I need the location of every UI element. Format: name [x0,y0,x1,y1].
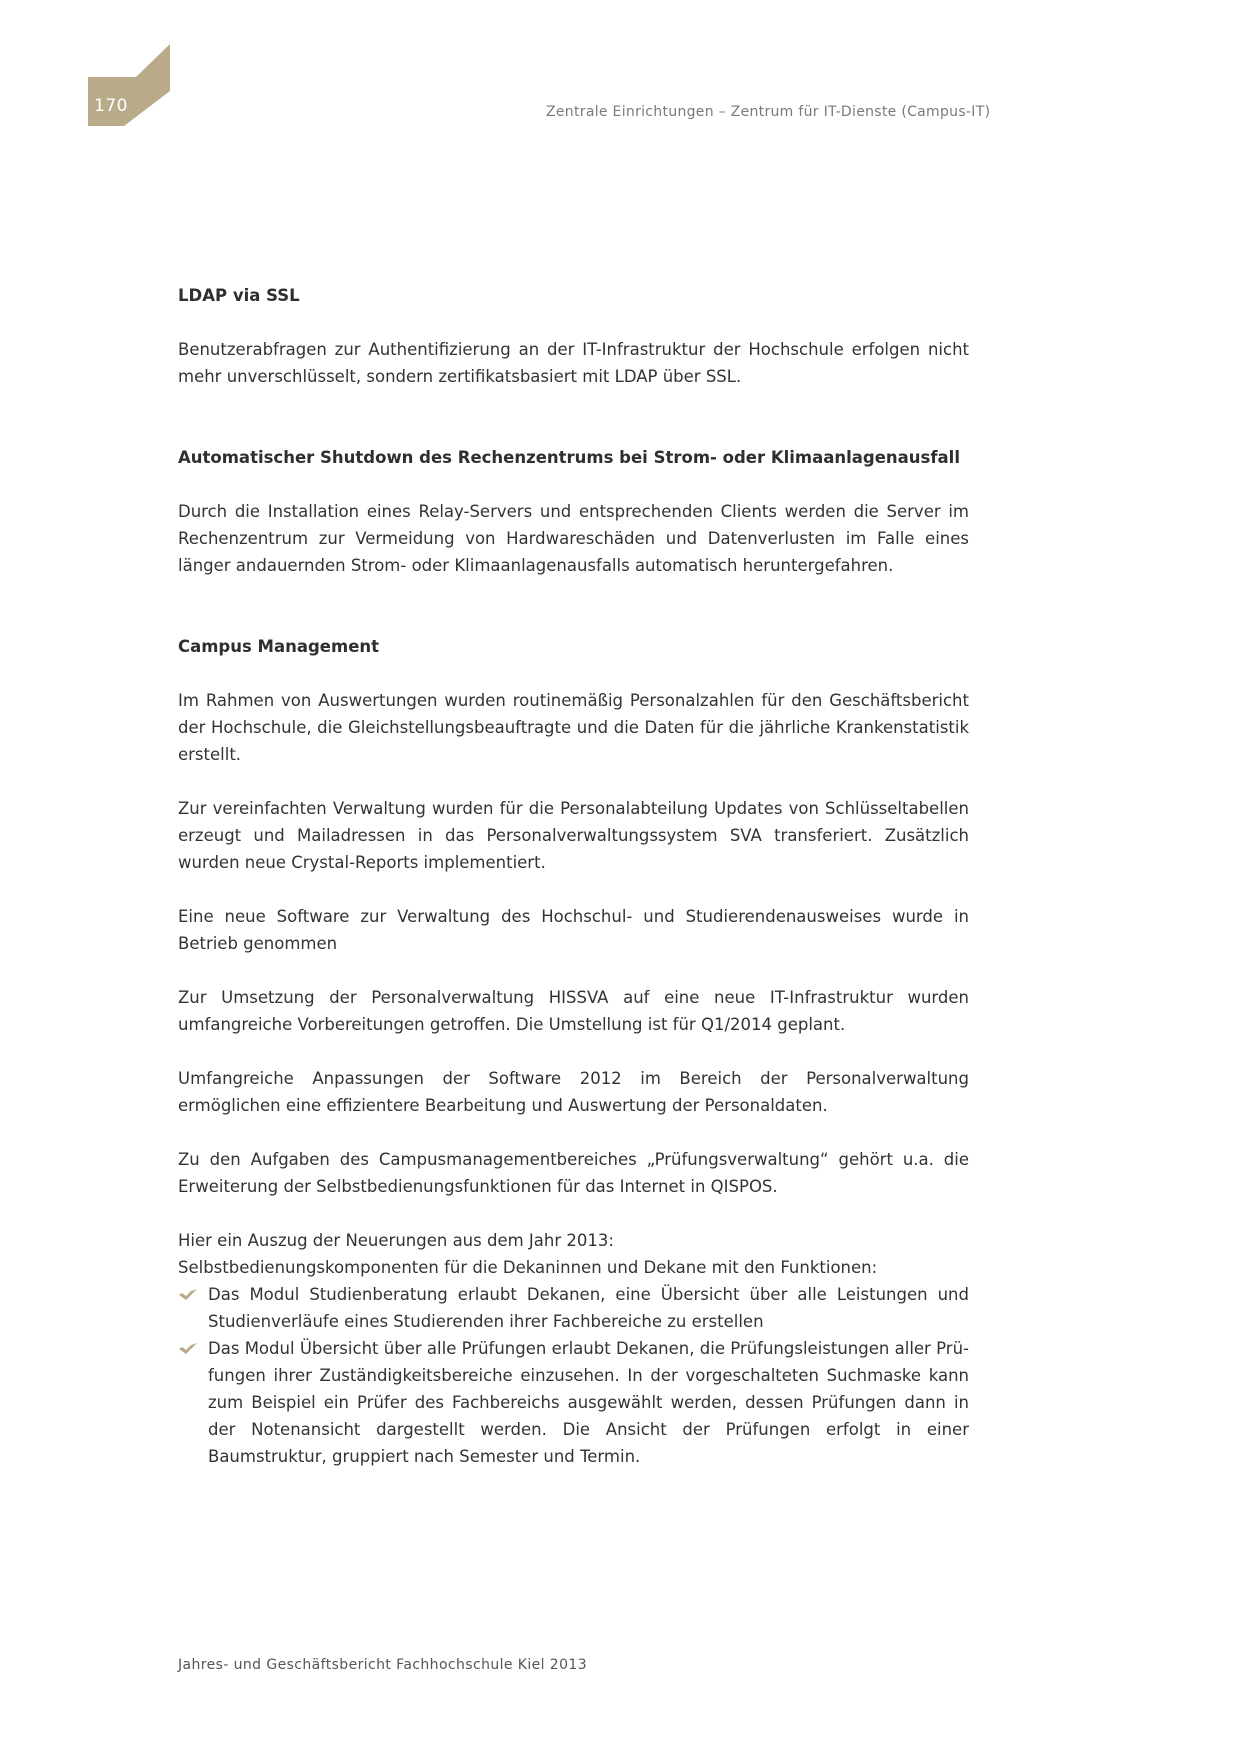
paragraph-ldap: Benutzerabfragen zur Authentifizierung an der IT-Infrastruktur der Hochschule erfolgen nicht mehr unverschlüsselt, sondern zertifikatsbasiert mit LDAP über SSL. [178,340,969,386]
footer-text: Jahres- und Geschäftsbericht Fachhochschule Kiel 2013 [178,1657,588,1673]
paragraph-shutdown: Durch die Installation eines Relay-Servers und entsprechenden Clients werden die Server im Rechenzentrum zur Vermeidung von Hardwareschäden und Datenverlusten im Falle eines länger andauernden Strom- oder Klimaanlagenausfalls automatisch heruntergefahren. [178,502,969,575]
check-arrow-bullet-icon [178,1288,198,1302]
paragraph-campus-4: Zur Umsetzung der Personalverwaltung HISSVA auf eine neue IT-Infrastruktur wurden umfangreiche Vorbereitungen getroffen. Die Umstellung ist für Q1/2014 geplant. [178,988,969,1034]
main-content [178,282,969,1470]
intro-line-1: Hier ein Auszug der Neuerungen aus dem Jahr 2013: [178,1231,614,1250]
paragraph-campus-3: Eine neue Software zur Verwaltung des Hochschul- und Studierendenausweises wurde in Betrieb genommen [178,907,969,953]
feature-bullet-list [178,1281,969,1470]
bullet-text: Das Modul Übersicht über alle Prüfungen erlaubt Dekanen, die Prüfungsleistungen aller Prüfungen ihrer Zuständigkeitsbereiche einzusehen. In der vorgeschalteten Suchmaske kann zum Beispiel ein Prüfer des Fachbereichs ausgewählt werden, dessen Prüfungen dann in der Notenansicht dargestellt werden. Die Ansicht der Prüfungen erfolgt in einer Baumstruktur, gruppiert nach Semester und Termin. [208,1339,969,1466]
paragraph-campus-6: Zu den Aufgaben des Campusmanagementbereiches „Prüfungsverwaltung“ gehört u.a. die Erweiterung der Selbstbedienungsfunktionen für das Internet in QISPOS. [178,1150,969,1196]
intro-line-2: Selbstbedienungskomponenten für die Dekaninnen und Dekane mit den Funktionen: [178,1258,878,1277]
section-heading-campus-management: Campus Management [178,637,380,656]
running-header: Zentrale Einrichtungen – Zentrum für IT-Dienste (Campus-IT) [546,104,991,120]
list-item [178,1335,969,1470]
check-arrow-bullet-icon [178,1342,198,1356]
page-corner-badge [0,0,200,140]
list-item [178,1281,969,1335]
section-heading-shutdown: Automatischer Shutdown des Rechenzentrums bei Strom- oder Klimaanlagenausfall [178,448,960,467]
paragraph-campus-1: Im Rahmen von Auswertungen wurden routinemäßig Personalzahlen für den Geschäftsbericht der Hochschule, die Gleichstellungsbeauftragte und die Daten für die jährliche Krankenstatistik erstellt. [178,691,969,764]
page-number: 170 [94,96,128,116]
paragraph-campus-5: Umfangreiche Anpassungen der Software 2012 im Bereich der Personalverwaltung ermöglichen eine effizientere Bearbeitung und Auswertung der Personaldaten. [178,1069,969,1115]
bullet-text: Das Modul Studienberatung erlaubt Dekanen, eine Übersicht über alle Leistungen und Studienverläufe eines Studierenden ihrer Fachbereiche zu erstellen [208,1285,969,1331]
section-heading-ldap: LDAP via SSL [178,286,300,305]
paragraph-campus-2: Zur vereinfachten Verwaltung wurden für die Personalabteilung Updates von Schlüsseltabellen erzeugt und Mailadressen in das Personalverwaltungssystem SVA transferiert. Zusätzlich wurden neue Crystal-Reports implementiert. [178,799,969,872]
